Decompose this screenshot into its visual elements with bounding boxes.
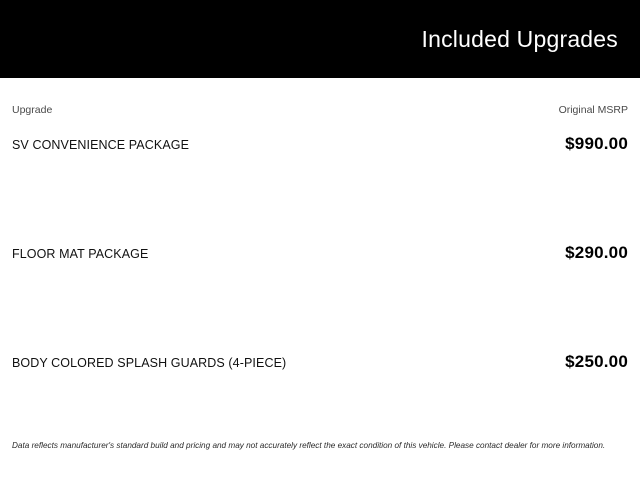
- table-row: [12, 134, 628, 243]
- page-header: [0, 0, 640, 78]
- column-header-upgrade: Upgrade: [12, 104, 53, 116]
- disclaimer-text: Data reflects manufacturer's standard build and pricing and may not accurately reflect the exact condition of this vehicle. Please contact dealer for more information.: [12, 441, 606, 450]
- upgrade-price: $290.00: [565, 243, 628, 262]
- upgrades-list: [12, 134, 628, 461]
- upgrade-name: BODY COLORED SPLASH GUARDS (4-PIECE): [12, 356, 287, 370]
- upgrade-price: $990.00: [565, 134, 628, 153]
- content-area: [0, 104, 640, 461]
- upgrade-name: SV CONVENIENCE PACKAGE: [12, 138, 190, 152]
- table-row: [12, 243, 628, 352]
- page-title: Included Upgrades: [421, 25, 618, 52]
- column-header-msrp: Original MSRP: [558, 104, 628, 116]
- upgrade-price: $250.00: [565, 352, 628, 371]
- table-header-row: [12, 104, 628, 116]
- upgrade-name: FLOOR MAT PACKAGE: [12, 247, 149, 261]
